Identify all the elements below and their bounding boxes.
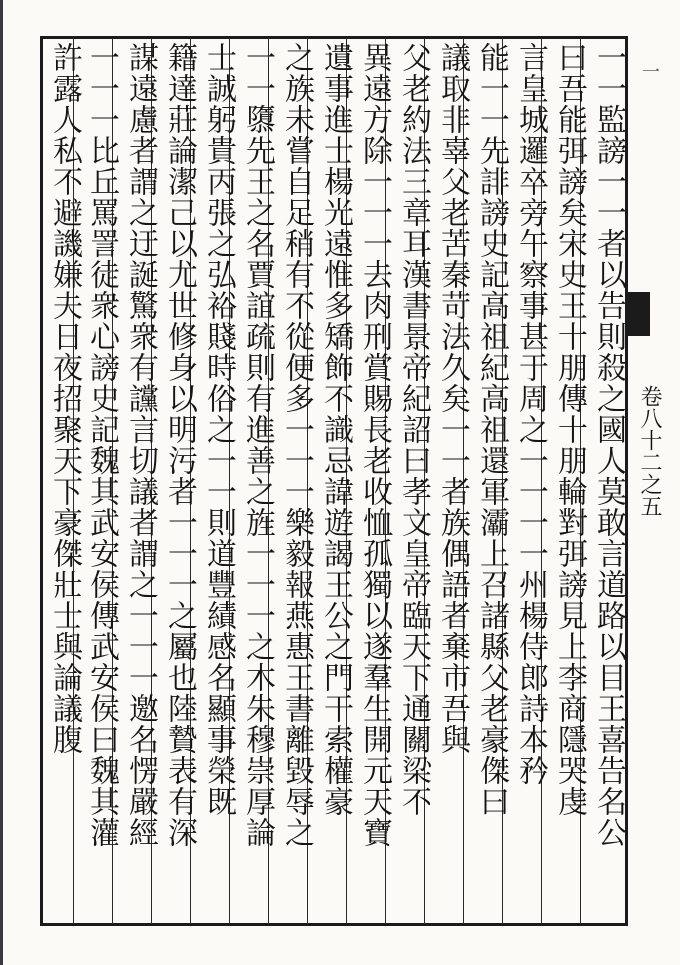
text-column-5: 議取非辜父老苦秦苛法久矣一一者族偶語者棄市吾與 <box>435 42 470 755</box>
text-column-13: 謀遠慮者謂之迂誕驚衆有讜言切議者謂之一一一邀名愣嚴經 <box>123 42 158 848</box>
text-column-1: 一一監謗一一者以告則殺之國人莫敢言道路以目王喜告名公 <box>591 42 626 848</box>
text-column-4: 能一一先誹謗史記高祖紀高祖還軍灞上召諸縣父老豪傑曰 <box>474 42 509 817</box>
text-column-12: 籍達莊論潔己以尤世修身以明污者一一一之屬也陸贄表有深 <box>162 42 197 848</box>
text-column-11: 士誠躬貴丙張之弘裕賤時俗之一一則道豐績感名顯事榮既 <box>201 42 236 817</box>
margin-volume-label: 卷八十二之五 <box>637 385 662 517</box>
text-column-14: 一一一比丘罵詈徒衆心謗史記魏其武安侯傳武安侯曰魏其灌 <box>84 42 119 848</box>
text-column-8: 遺事進士楊光遠惟多矯飾不識忌諱遊謁王公之門干索權豪 <box>318 42 353 817</box>
text-column-3: 言皇城邏卒旁午察事甚于周之一一一一州楊侍郎詩本矜 <box>513 42 548 786</box>
text-column-7: 異遠方除一一一去肉刑賞賜長老收恤孤獨以遂羣生開元天寶 <box>357 42 392 848</box>
text-column-2: 曰吾能弭謗矣宋史王十朋傳十朋輪對弭謗見上李商隱哭虔 <box>552 42 587 817</box>
scan-left-edge <box>0 0 3 965</box>
margin-top-text: 一 <box>639 62 660 80</box>
text-column-6: 父老約法三章耳漢書景帝紀詔曰孝文皇帝臨天下通關梁不 <box>396 42 431 817</box>
text-column-15: 許露人私不避譏嫌夫日夜招聚天下豪傑壯士與論議腹 <box>47 42 82 755</box>
text-column-9: 之族未嘗自足稍有不從便多一一一樂毅報燕惠王書離毀辱之 <box>279 42 314 848</box>
text-column-10: 一一隳先王之名賈誼疏則有進善之旌一一一之木朱穆崇厚論 <box>240 42 275 848</box>
